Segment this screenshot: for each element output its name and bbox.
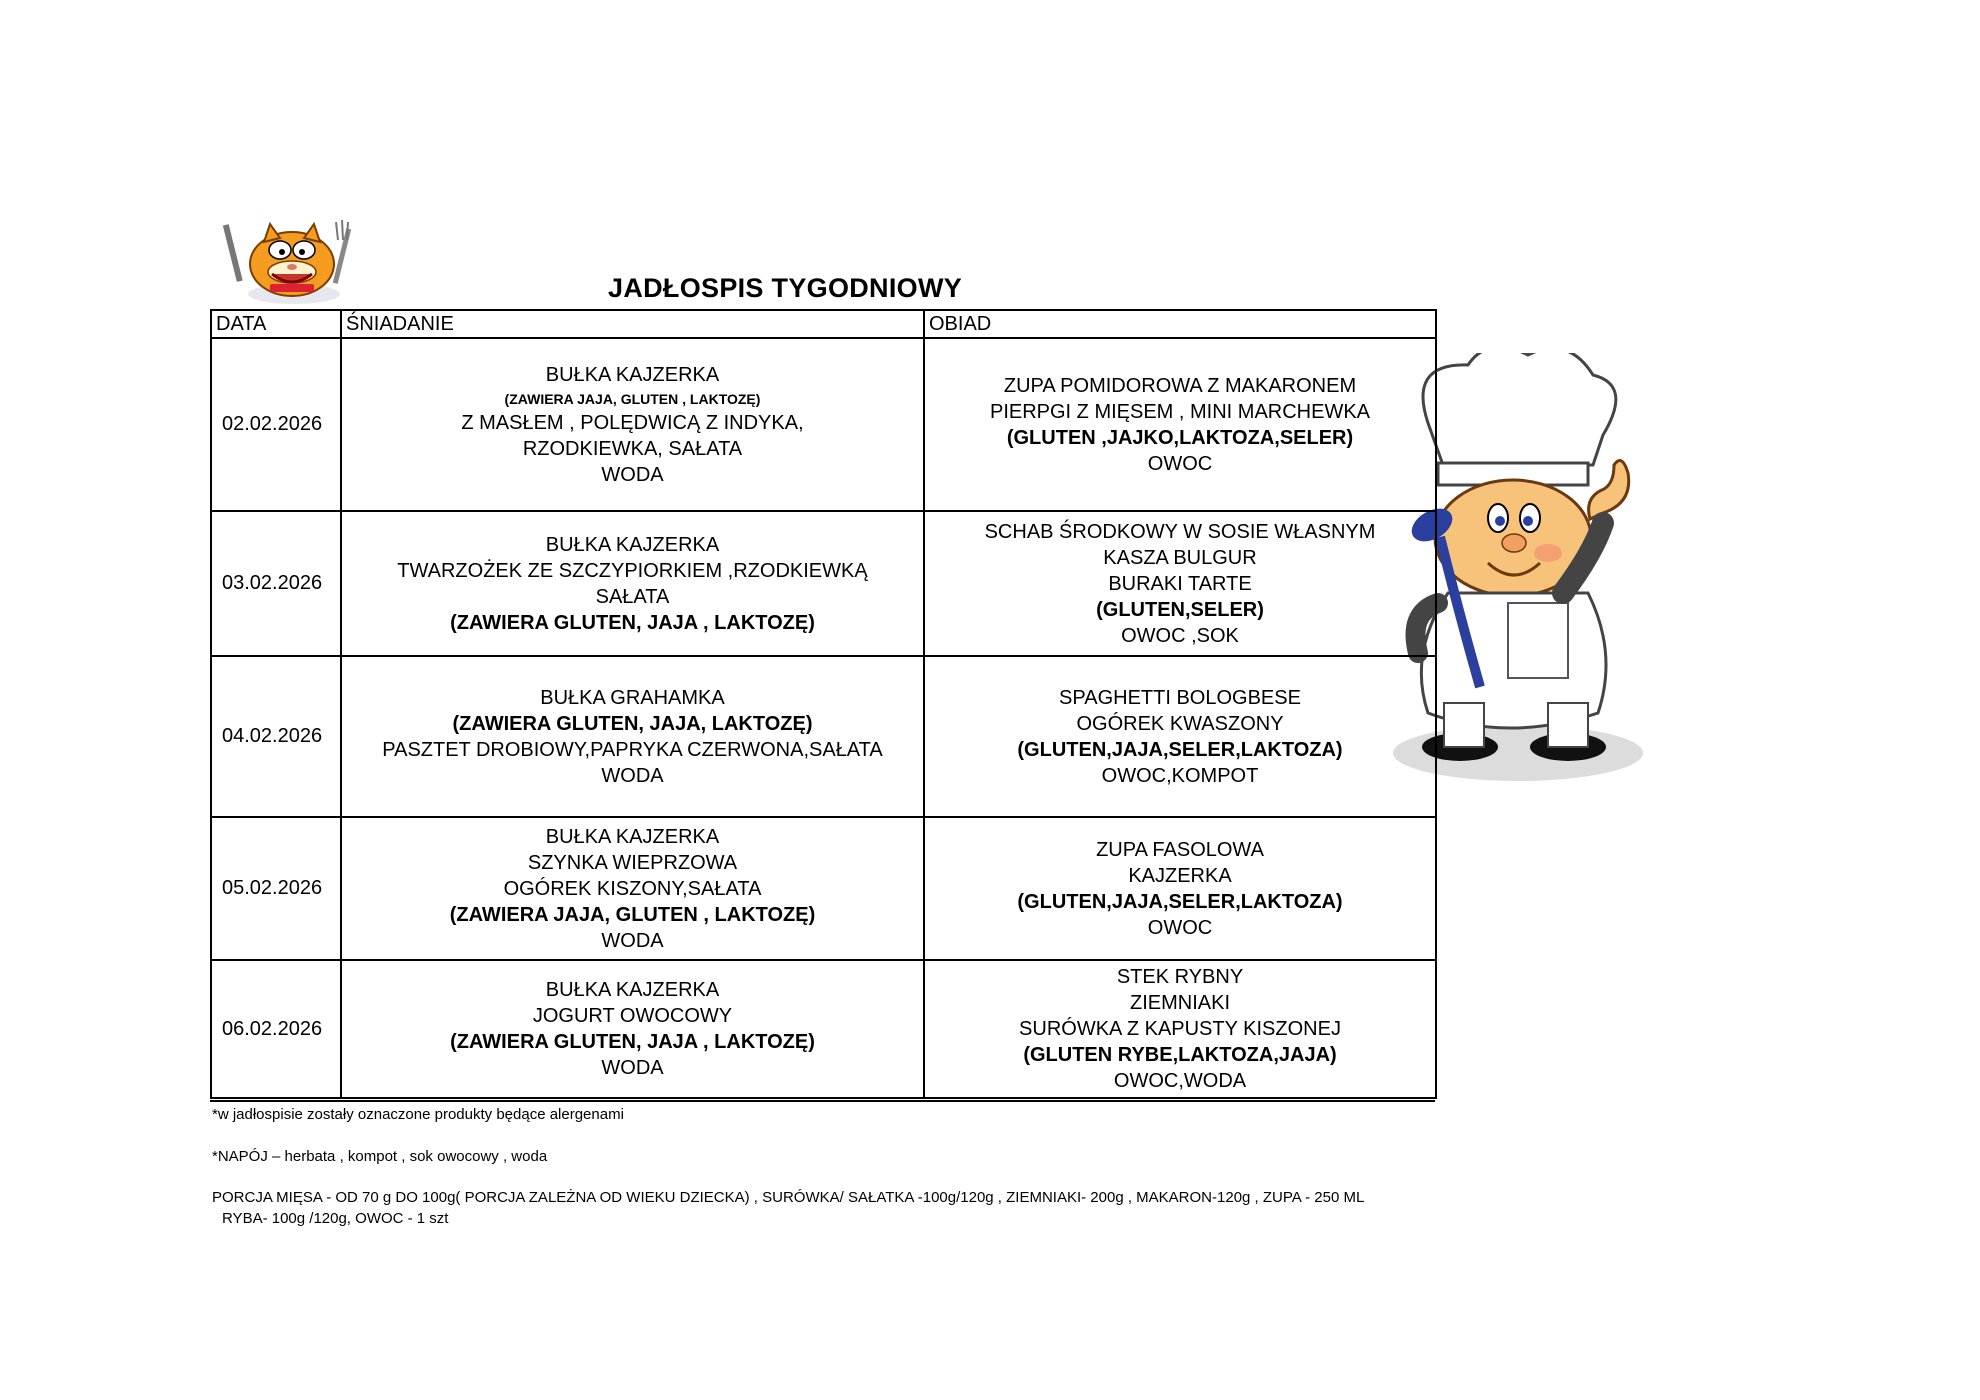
table-bottom-line: [210, 1100, 1435, 1102]
breakfast-line: WODA: [601, 929, 664, 952]
date-cell: 04.02.2026: [211, 656, 341, 817]
date-cell: 05.02.2026: [211, 817, 341, 960]
allergen-note: *w jadłospisie zostały oznaczone produkty będące alergenami: [212, 1106, 624, 1123]
header-date: DATA: [211, 310, 341, 338]
lunch-line: (GLUTEN,JAJA,SELER,LAKTOZA): [1017, 890, 1343, 913]
portions-note: PORCJA MIĘSA - OD 70 g DO 100g( PORCJA ZALEŻNA OD WIEKU DZIECKA) , SURÓWKA/ SAŁATKA -100g/120g , ZIEMNIAKI- 200g , MAKARON-120g , ZUPA - 250 ML: [212, 1189, 1365, 1206]
menu-table: [210, 309, 1437, 1099]
lunch-cell: [924, 656, 1436, 817]
lunch-line: KAJZERKA: [1128, 864, 1232, 887]
table-row: [211, 817, 1436, 960]
breakfast-line: WODA: [601, 764, 664, 787]
lunch-cell: [924, 960, 1436, 1098]
breakfast-line: RZODKIEWKA, SAŁATA: [522, 437, 743, 460]
breakfast-line: JOGURT OWOCOWY: [532, 1005, 733, 1027]
table-header-row: [211, 310, 1436, 338]
header-lunch: OBIAD: [924, 310, 1436, 338]
breakfast-cell: [341, 338, 924, 511]
lunch-line: SCHAB ŚRODKOWY W SOSIE WŁASNYM: [984, 520, 1376, 543]
breakfast-line: OGÓREK KISZONY,SAŁATA: [503, 877, 762, 900]
breakfast-line: (ZAWIERA GLUTEN, JAJA , LAKTOZĘ): [450, 1031, 815, 1053]
breakfast-line: PASZTET DROBIOWY,PAPRYKA CZERWONA,SAŁATA: [382, 738, 883, 761]
portions-note-2: RYBA- 100g /120g, OWOC - 1 szt: [222, 1210, 449, 1227]
lunch-line: OGÓREK KWASZONY: [1076, 712, 1284, 735]
lunch-line: (GLUTEN,SELER): [1096, 598, 1264, 621]
table-row: [211, 338, 1436, 511]
breakfast-line: (ZAWIERA GLUTEN, JAJA, LAKTOZĘ): [452, 712, 813, 735]
lunch-line: OWOC,KOMPOT: [1101, 764, 1259, 787]
lunch-line: ZUPA POMIDOROWA Z MAKARONEM: [1003, 374, 1357, 397]
breakfast-cell: [341, 656, 924, 817]
lunch-line: BURAKI TARTE: [1108, 572, 1252, 595]
lunch-line: PIERPGI Z MIĘSEM , MINI MARCHEWKA: [989, 400, 1371, 423]
date-cell: 02.02.2026: [211, 338, 341, 511]
lunch-line: OWOC ,SOK: [1121, 624, 1239, 647]
breakfast-line: SZYNKA WIEPRZOWA: [527, 851, 738, 874]
breakfast-line: WODA: [601, 463, 664, 486]
breakfast-cell: [341, 960, 924, 1098]
breakfast-line: (ZAWIERA JAJA, GLUTEN , LAKTOZĘ): [504, 390, 761, 407]
page-title: JADŁOSPIS TYGODNIOWY: [608, 273, 963, 303]
breakfast-line: SAŁATA: [595, 585, 670, 608]
date-cell: 03.02.2026: [211, 511, 341, 656]
lunch-line: SPAGHETTI BOLOGBESE: [1059, 686, 1301, 709]
date-cell: 06.02.2026: [211, 960, 341, 1098]
table-row: [211, 511, 1436, 656]
lunch-cell: [924, 511, 1436, 656]
lunch-line: ZIEMNIAKI: [1129, 992, 1230, 1014]
breakfast-line: WODA: [601, 1057, 664, 1079]
lunch-line: OWOC: [1147, 916, 1213, 939]
lunch-line: ZUPA FASOLOWA: [1096, 838, 1264, 861]
header-breakfast: ŚNIADANIE: [341, 310, 924, 338]
breakfast-line: BUŁKA GRAHAMKA: [540, 686, 725, 709]
breakfast-line: (ZAWIERA JAJA, GLUTEN , LAKTOZĘ): [449, 903, 816, 926]
lunch-line: KASZA BULGUR: [1103, 546, 1257, 569]
breakfast-line: (ZAWIERA GLUTEN, JAJA , LAKTOZĘ): [450, 611, 815, 634]
breakfast-line: Z MASŁEM , POLĘDWICĄ Z INDYKA,: [461, 411, 804, 434]
lunch-line: (GLUTEN ,JAJKO,LAKTOZA,SELER): [1006, 426, 1354, 449]
table-row: [211, 656, 1436, 817]
lunch-line: OWOC,WODA: [1113, 1070, 1247, 1092]
breakfast-line: TWARZOŻEK ZE SZCZYPIORKIEM ,RZODKIEWKĄ: [397, 559, 868, 582]
breakfast-line: BUŁKA KAJZERKA: [545, 825, 720, 848]
breakfast-cell: [341, 511, 924, 656]
lunch-line: OWOC: [1147, 452, 1213, 475]
table-row: [211, 960, 1436, 1098]
drink-note: *NAPÓJ – herbata , kompot , sok owocowy , woda: [212, 1148, 548, 1165]
lunch-line: STEK RYBNY: [1116, 966, 1244, 988]
breakfast-line: BUŁKA KAJZERKA: [545, 363, 720, 386]
lunch-line: (GLUTEN RYBE,LAKTOZA,JAJA): [1023, 1044, 1337, 1066]
lunch-cell: [924, 338, 1436, 511]
lunch-line: SURÓWKA Z KAPUSTY KISZONEJ: [1019, 1018, 1341, 1040]
breakfast-line: BUŁKA KAJZERKA: [545, 979, 720, 1001]
lunch-line: (GLUTEN,JAJA,SELER,LAKTOZA): [1017, 738, 1343, 761]
breakfast-line: BUŁKA KAJZERKA: [545, 533, 720, 556]
lunch-cell: [924, 817, 1436, 960]
breakfast-cell: [341, 817, 924, 960]
cat-with-cutlery-icon: [222, 214, 362, 306]
